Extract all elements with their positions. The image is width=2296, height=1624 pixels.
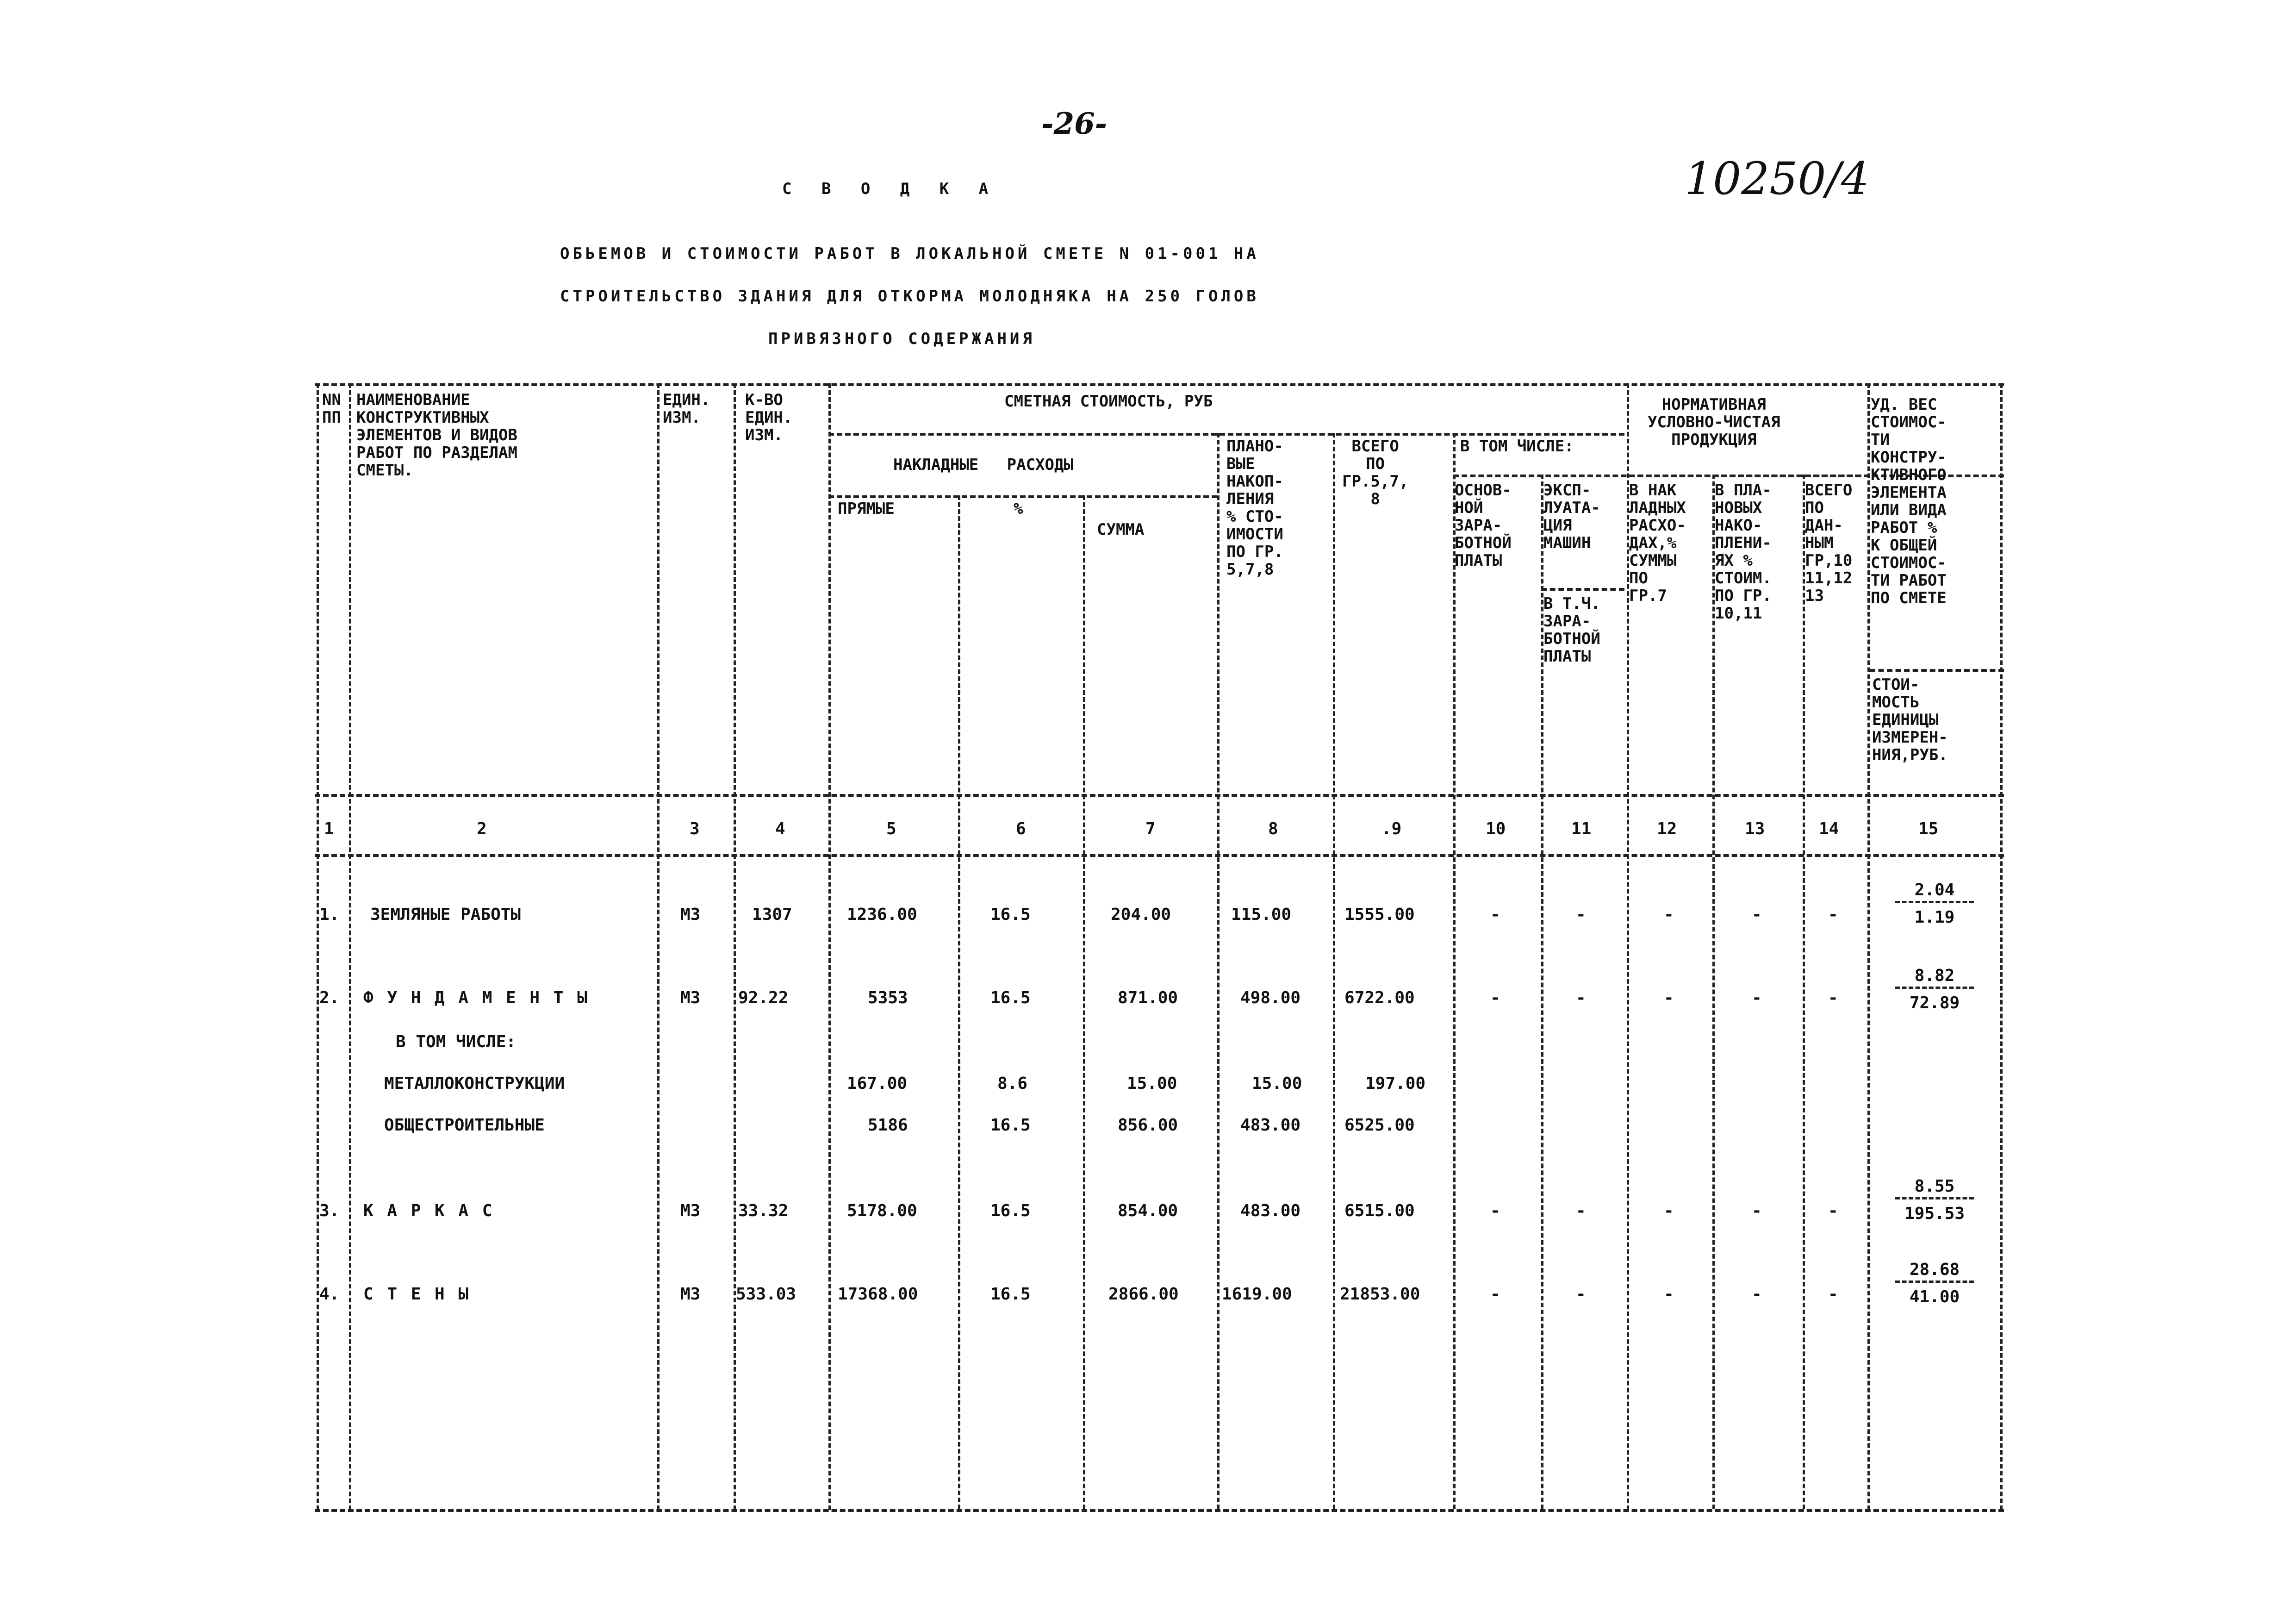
- title-line-3: СТРОИТЕЛЬСТВО ЗДАНИЯ ДЛЯ ОТКОРМА МОЛОДНЯКА НА 250 ГОЛОВ: [560, 287, 1259, 306]
- row-number: 1.: [319, 905, 340, 924]
- row-pct: 16.5: [990, 1201, 1031, 1220]
- row-col11: -: [1576, 1201, 1586, 1220]
- col-number: 5: [886, 819, 896, 838]
- title-line-1: С В О Д К А: [782, 180, 999, 198]
- row-unit: М3: [680, 1201, 701, 1220]
- row-col14: -: [1828, 1201, 1838, 1220]
- col-number: 2: [477, 819, 487, 838]
- row-col11: -: [1576, 905, 1586, 924]
- row-sum: 2866.00: [1108, 1285, 1179, 1304]
- row-sum: 15.00: [1127, 1074, 1177, 1093]
- row-direct: 5178.00: [847, 1201, 917, 1220]
- row-col14: -: [1828, 988, 1838, 1007]
- header-col11a: ЭКСП- ЛУАТА- ЦИЯ МАШИН: [1543, 481, 1600, 552]
- col-number: 8: [1268, 819, 1278, 838]
- weight-percent: 8.82: [1914, 966, 1955, 985]
- row-name: МЕТАЛЛОКОНСТРУКЦИИ: [384, 1074, 565, 1093]
- row-sum: 871.00: [1118, 988, 1178, 1007]
- row-name: К А Р К А С: [363, 1201, 494, 1220]
- weight-fraction: [1886, 965, 1983, 1014]
- row-pct: 16.5: [990, 988, 1031, 1007]
- row-col11: -: [1576, 1285, 1586, 1304]
- row-col13: -: [1752, 1201, 1762, 1220]
- row-col14: -: [1828, 1285, 1838, 1304]
- row-pct: 16.5: [990, 905, 1031, 924]
- row-col12: -: [1664, 1285, 1674, 1304]
- row-total: 6515.00: [1344, 1201, 1415, 1220]
- row-number: 2.: [319, 988, 340, 1007]
- row-qty: 533.03: [736, 1285, 796, 1304]
- header-col5: ПРЯМЫЕ: [838, 500, 895, 518]
- row-direct: 1236.00: [847, 905, 917, 924]
- header-col11b: В Т.Ч. ЗАРА- БОТНОЙ ПЛАТЫ: [1543, 594, 1600, 666]
- header-overhead: НАКЛАДНЫЕ РАСХОДЫ: [893, 456, 1073, 474]
- row-col10: -: [1490, 905, 1500, 924]
- header-col13: В ПЛА- НОВЫХ НАКО- ПЛЕНИ- ЯХ % СТОИМ. ПО ГР. 10,11: [1715, 481, 1772, 623]
- subsection-label: В ТОМ ЧИСЛЕ:: [396, 1032, 516, 1051]
- row-pct: 16.5: [990, 1285, 1031, 1304]
- row-col11: -: [1576, 988, 1586, 1007]
- row-col12: -: [1664, 905, 1674, 924]
- row-col10: -: [1490, 1201, 1500, 1220]
- header-col3: ЕДИН. ИЗМ.: [663, 391, 710, 427]
- row-plan: 483.00: [1240, 1201, 1301, 1220]
- row-qty: 33.32: [738, 1201, 789, 1220]
- row-col14: -: [1828, 905, 1838, 924]
- row-number: 3.: [319, 1201, 340, 1220]
- unit-cost: 41.00: [1909, 1287, 1960, 1306]
- col-number: 10: [1486, 819, 1506, 838]
- header-col10: ОСНОВ- НОЙ ЗАРА- БОТНОЙ ПЛАТЫ: [1455, 481, 1512, 570]
- row-pct: 8.6: [997, 1074, 1028, 1093]
- weight-percent: 28.68: [1909, 1260, 1960, 1279]
- row-plan: 483.00: [1240, 1116, 1301, 1135]
- title-line-4: ПРИВЯЗНОГО СОДЕРЖАНИЯ: [768, 330, 1035, 348]
- title-line-2: ОБЬЕМОВ И СТОИМОСТИ РАБОТ В ЛОКАЛЬНОЙ СМЕТЕ N 01-001 НА: [560, 244, 1259, 263]
- row-col10: -: [1490, 1285, 1500, 1304]
- header-col4: К-ВО ЕДИН. ИЗМ.: [745, 391, 793, 444]
- weight-percent: 2.04: [1914, 881, 1955, 899]
- header-cost-group: СМЕТНАЯ СТОИМОСТЬ, РУБ: [1004, 392, 1213, 411]
- row-pct: 16.5: [990, 1116, 1031, 1135]
- col-number: 13: [1745, 819, 1765, 838]
- row-direct: 167.00: [847, 1074, 908, 1093]
- row-total: 1555.00: [1344, 905, 1415, 924]
- row-direct: 17368.00: [838, 1285, 918, 1304]
- row-col12: -: [1664, 988, 1674, 1007]
- row-unit: М3: [680, 988, 701, 1007]
- header-col15b: СТОИ- МОСТЬ ЕДИНИЦЫ ИЗМЕРЕН- НИЯ,РУБ.: [1872, 675, 1948, 764]
- page-number: -26-: [1041, 106, 1108, 141]
- row-plan: 1619.00: [1222, 1285, 1292, 1304]
- col-number: 15: [1918, 819, 1939, 838]
- weight-percent: 8.55: [1914, 1177, 1955, 1196]
- unit-cost: 1.19: [1914, 908, 1955, 927]
- header-col6: %: [1014, 500, 1023, 518]
- header-col14: ВСЕГО ПО ДАН- НЫМ ГР,10 11,12 13: [1805, 481, 1853, 605]
- row-unit: М3: [680, 1285, 701, 1304]
- row-sum: 204.00: [1111, 905, 1171, 924]
- row-plan: 115.00: [1231, 905, 1292, 924]
- col-number: 3: [690, 819, 700, 838]
- col-number: 7: [1145, 819, 1156, 838]
- header-col8: ПЛАНО- ВЫЕ НАКОП- ЛЕНИЯ % СТО- ИМОСТИ ПО ГР. 5,7,8: [1226, 437, 1283, 579]
- row-unit: М3: [680, 905, 701, 924]
- row-qty: 92.22: [738, 988, 789, 1007]
- header-col15a: УД. ВЕС СТОИМОС- ТИ КОНСТРУ- КТИВНОГО ЭЛЕМЕНТА ИЛИ ВИДА РАБОТ % К ОБЩЕЙ СТОИМОС- ТИ РАБОТ ПО СМЕТЕ: [1871, 395, 1947, 607]
- row-total: 197.00: [1365, 1074, 1426, 1093]
- unit-cost: 72.89: [1909, 993, 1960, 1012]
- row-col13: -: [1752, 988, 1762, 1007]
- col-number: 11: [1571, 819, 1592, 838]
- row-name: С Т Е Н Ы: [363, 1285, 471, 1304]
- row-qty: 1307: [752, 905, 792, 924]
- row-direct: 5186: [868, 1116, 908, 1135]
- row-sum: 854.00: [1118, 1201, 1178, 1220]
- row-col13: -: [1752, 1285, 1762, 1304]
- header-col12: В НАК ЛАДНЫХ РАСХО- ДАХ,% СУММЫ ПО ГР.7: [1629, 481, 1686, 605]
- weight-fraction: [1886, 1259, 1983, 1308]
- row-name: ЗЕМЛЯНЫЕ РАБОТЫ: [370, 905, 521, 924]
- row-name: ОБЩЕСТРОИТЕЛЬНЫЕ: [384, 1116, 545, 1135]
- row-total: 21853.00: [1340, 1285, 1420, 1304]
- row-col10: -: [1490, 988, 1500, 1007]
- col-number: 12: [1657, 819, 1677, 838]
- unit-cost: 195.53: [1904, 1204, 1965, 1223]
- col-number: 4: [775, 819, 785, 838]
- weight-fraction: [1886, 1176, 1983, 1224]
- weight-fraction: [1886, 880, 1983, 928]
- col-number: 14: [1819, 819, 1839, 838]
- header-col9: ВСЕГО ПО ГР.5,7, 8: [1342, 437, 1409, 508]
- row-col13: -: [1752, 905, 1762, 924]
- row-number: 4.: [319, 1285, 340, 1304]
- row-total: 6525.00: [1344, 1116, 1415, 1135]
- row-sum: 856.00: [1118, 1116, 1178, 1135]
- header-col1: NN ПП: [322, 391, 341, 427]
- header-norm-group: НОРМАТИВНАЯ УСЛОВНО-ЧИСТАЯ ПРОДУКЦИЯ: [1648, 395, 1780, 449]
- row-total: 6722.00: [1344, 988, 1415, 1007]
- header-col7: СУММА: [1097, 520, 1145, 539]
- row-direct: 5353: [868, 988, 908, 1007]
- header-col2: НАИМЕНОВАНИЕ КОНСТРУКТИВНЫХ ЭЛЕМЕНТОВ И ВИДОВ РАБОТ ПО РАЗДЕЛАМ СМЕТЫ.: [356, 391, 517, 480]
- col-number: 6: [1016, 819, 1026, 838]
- row-col12: -: [1664, 1201, 1674, 1220]
- row-plan: 15.00: [1252, 1074, 1302, 1093]
- row-name: Ф У Н Д А М Е Н Т Ы: [363, 988, 589, 1007]
- col-number: .9: [1381, 819, 1402, 838]
- archive-stamp: 10250/4: [1685, 153, 1869, 205]
- header-including: В ТОМ ЧИСЛЕ:: [1460, 437, 1574, 456]
- row-plan: 498.00: [1240, 988, 1301, 1007]
- col-number: 1: [324, 819, 334, 838]
